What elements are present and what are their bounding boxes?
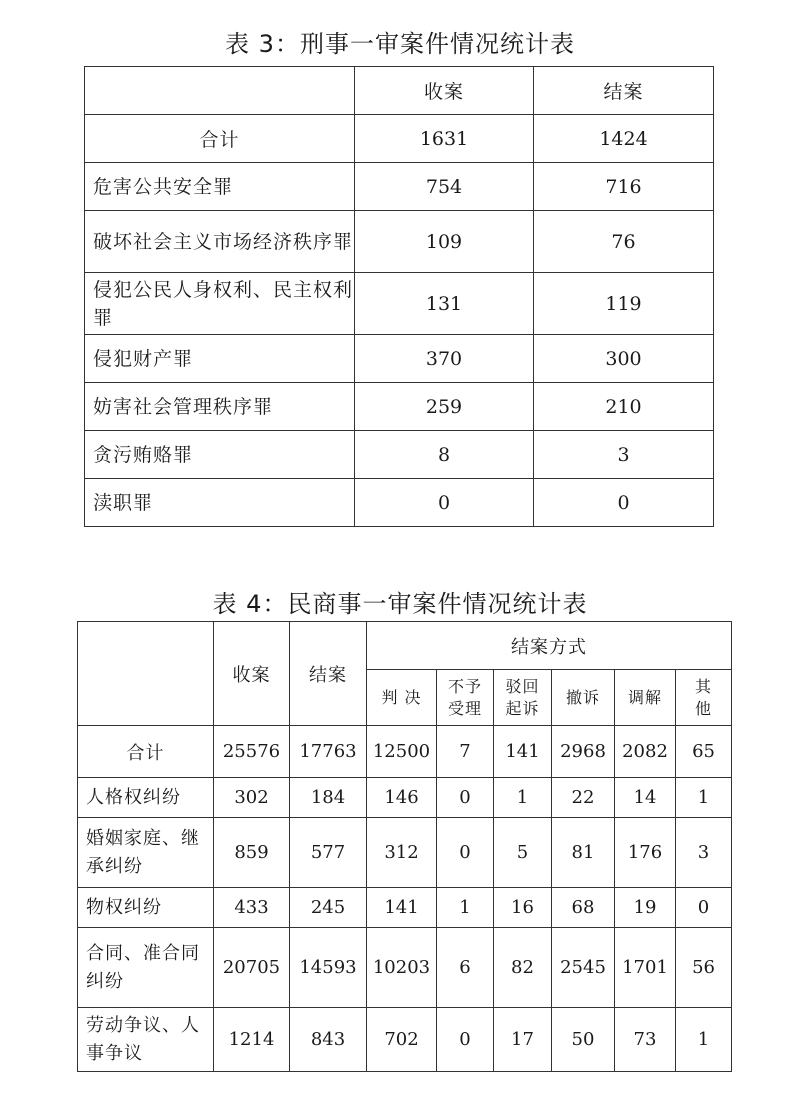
table-row [78,778,732,818]
closed-value: 716 [534,163,714,211]
cell-value: 10203 [367,928,437,1008]
table-row [85,163,714,211]
cell-value: 50 [552,1008,615,1072]
cell-value: 843 [290,1008,367,1072]
received-value: 259 [355,383,534,431]
received-value: 370 [355,335,534,383]
criminal-cases-table [84,66,714,527]
header-not-accepted [437,670,494,726]
table4-title: 表 4：民商事一审案件情况统计表 [212,590,588,618]
row-label: 侵犯财产罪 [85,335,355,383]
header-received: 收案 [214,622,290,726]
closed-value: 76 [534,211,714,273]
received-value: 754 [355,163,534,211]
table-row [85,335,714,383]
header-received: 收案 [355,67,534,115]
received-value: 109 [355,211,534,273]
cell-value: 73 [615,1008,676,1072]
cell-value: 3 [676,818,732,888]
header-dismissed [494,670,552,726]
cell-value: 65 [676,726,732,778]
cell-value: 1 [437,888,494,928]
cell-value: 81 [552,818,615,888]
cell-value: 14593 [290,928,367,1008]
table-row [78,1008,732,1072]
cell-value: 245 [290,888,367,928]
cell-value: 17 [494,1008,552,1072]
received-value: 1631 [355,115,534,163]
cell-value: 859 [214,818,290,888]
header-blank-cell [85,67,355,115]
row-label: 妨害社会管理秩序罪 [85,383,355,431]
cell-value: 19 [615,888,676,928]
header-other [676,670,732,726]
cell-value: 302 [214,778,290,818]
row-label: 合同、准合同纠纷 [78,928,214,1008]
table-header-row [78,622,732,670]
closed-value: 3 [534,431,714,479]
cell-value: 0 [437,818,494,888]
cell-value: 56 [676,928,732,1008]
table-row [85,273,714,335]
cell-value: 20705 [214,928,290,1008]
table-row [85,431,714,479]
cell-value: 577 [290,818,367,888]
table-header-row [85,67,714,115]
table-row [85,479,714,527]
cell-value: 176 [615,818,676,888]
row-label: 合计 [85,115,355,163]
header-withdrawn: 撤诉 [552,670,615,726]
cell-value: 1 [676,1008,732,1072]
cell-value: 184 [290,778,367,818]
row-label: 破坏社会主义市场经济秩序罪 [85,211,355,273]
civil-commercial-cases-table [77,621,732,1072]
row-label: 合计 [78,726,214,778]
row-label: 物权纠纷 [78,888,214,928]
closed-value: 1424 [534,115,714,163]
table-row [85,383,714,431]
cell-value: 141 [494,726,552,778]
row-label: 婚姻家庭、继承纠纷 [78,818,214,888]
cell-value: 2082 [615,726,676,778]
cell-value: 1 [676,778,732,818]
cell-value: 2545 [552,928,615,1008]
closed-value: 300 [534,335,714,383]
header-blank-cell [78,622,214,726]
cell-value: 1214 [214,1008,290,1072]
header-closed: 结案 [290,622,367,726]
cell-value: 312 [367,818,437,888]
table-row [78,928,732,1008]
table3-title: 表 3：刑事一审案件情况统计表 [225,30,575,58]
cell-value: 12500 [367,726,437,778]
cell-value: 16 [494,888,552,928]
total-row [78,726,732,778]
table-row [85,211,714,273]
cell-value: 25576 [214,726,290,778]
cell-value: 6 [437,928,494,1008]
header-dismissed-text: 驳回起诉 [505,676,540,718]
header-mediation: 调解 [615,670,676,726]
row-label: 渎职罪 [85,479,355,527]
cell-value: 14 [615,778,676,818]
header-judgment: 判 决 [367,670,437,726]
header-other-text: 其他 [695,676,713,718]
cell-value: 2968 [552,726,615,778]
row-label: 侵犯公民人身权利、民主权利罪 [85,273,355,335]
row-label: 危害公共安全罪 [85,163,355,211]
row-label: 人格权纠纷 [78,778,214,818]
table-row [78,888,732,928]
cell-value: 1701 [615,928,676,1008]
received-value: 131 [355,273,534,335]
received-value: 8 [355,431,534,479]
closed-value: 0 [534,479,714,527]
cell-value: 22 [552,778,615,818]
header-closed: 结案 [534,67,714,115]
cell-value: 5 [494,818,552,888]
cell-value: 702 [367,1008,437,1072]
cell-value: 433 [214,888,290,928]
cell-value: 82 [494,928,552,1008]
cell-value: 0 [437,778,494,818]
total-row [85,115,714,163]
closed-value: 119 [534,273,714,335]
cell-value: 7 [437,726,494,778]
cell-value: 0 [437,1008,494,1072]
header-closing-method: 结案方式 [367,622,732,670]
row-label: 贪污贿赂罪 [85,431,355,479]
table-row [78,818,732,888]
received-value: 0 [355,479,534,527]
cell-value: 141 [367,888,437,928]
header-not-accepted-text: 不予受理 [447,676,482,718]
cell-value: 68 [552,888,615,928]
cell-value: 0 [676,888,732,928]
cell-value: 17763 [290,726,367,778]
row-label: 劳动争议、人事争议 [78,1008,214,1072]
cell-value: 1 [494,778,552,818]
closed-value: 210 [534,383,714,431]
cell-value: 146 [367,778,437,818]
